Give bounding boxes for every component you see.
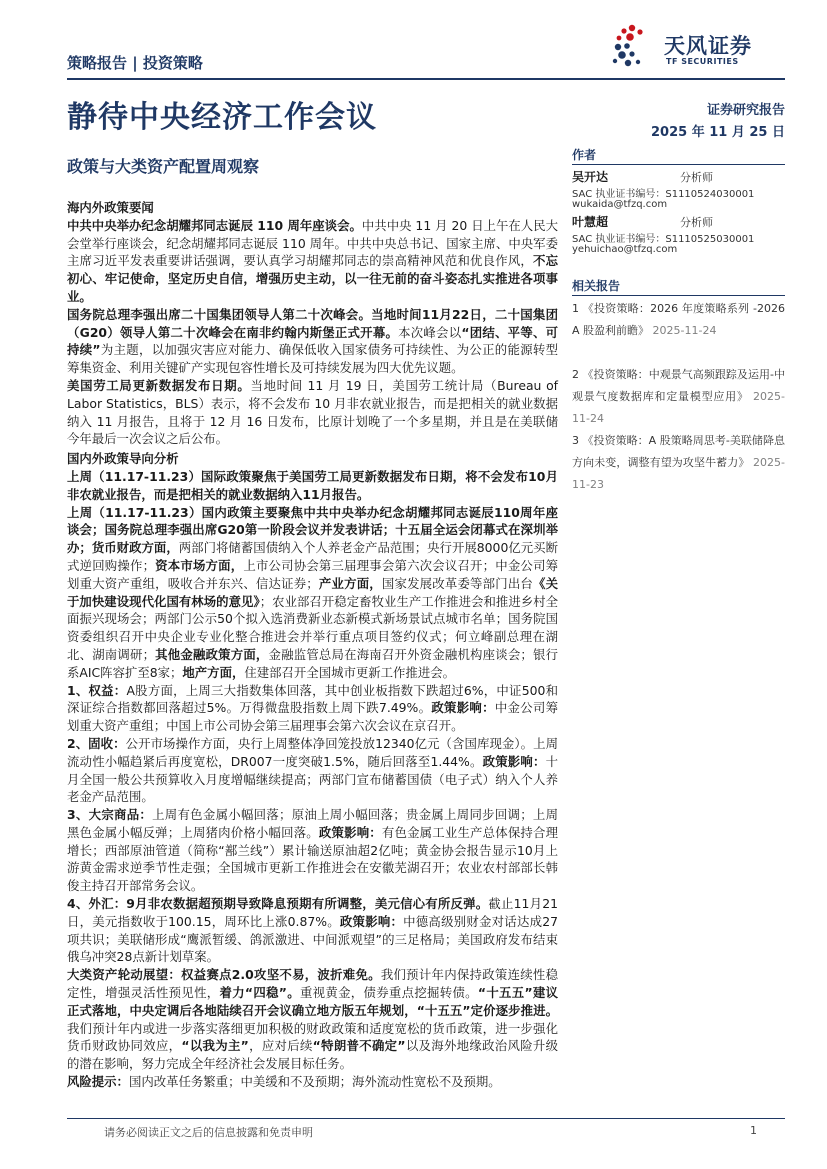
author-role: 分析师 bbox=[680, 171, 713, 184]
paragraph: 中共中央举办纪念胡耀邦同志诞辰 110 周年座谈会。中共中央 11 月 20 日上午在人民大会堂举行座谈会，纪念胡耀邦同志诞辰 110 周年。中共中央总书记、国家主席、中央军委主席习近平发表重要讲话强调，要认真学习胡耀邦同志的崇高精神风范和优良作风，不忘初心、牢记使命，坚定历史自信，增强历史主动，以一往无前的奋斗姿态扎实推进各项事业。 bbox=[67, 217, 559, 304]
paragraph: 大类资产轮动展望：权益赛点2.0攻坚不易，波折难免。我们预计年内保持政策连续性稳定性，增强灵活性预见性，着力“四稳”。重视黄金，债券重点挖掘转债。“十五五”建议正式落地，中央定调后各地陆续召开会议确立地方版五年规划，“十五五”定价逐步推进。我们预计年内或进一步落实落细更加积极的财政政策和适度宽松的货币政策，进一步强化货币财政协同效应，“以我为主”，应对后续“特朗普不确定”以及海外地缘政治风险升级的潜在影响，努力完成全年经济社会发展目标任务。 bbox=[67, 967, 559, 1072]
company-logo bbox=[610, 22, 790, 72]
related-report-date: 2025-11-24 bbox=[652, 324, 717, 337]
section-title: 海内外政策要闻 bbox=[67, 200, 154, 215]
paragraph: 美国劳工局更新数据发布日期。当地时间 11 月 19 日，美国劳工统计局（Bureau of Labor Statistics，BLS）表示，将不会发布 10 月非农就业报告，而是把相关的就业数据纳入 11 月报告，且将于 12 月 16 日发布，比原计划晚了一个多星期，并且是在美联储今年最后一次会议之后公布。 bbox=[67, 377, 559, 447]
logo-mark-icon bbox=[610, 22, 660, 72]
report-type: 证券研究报告 bbox=[706, 103, 785, 118]
related-report-item[interactable] bbox=[572, 298, 785, 342]
footer-divider bbox=[67, 1118, 785, 1119]
author-cert: SAC 执业证书编号：S1110524030001 bbox=[572, 189, 755, 200]
author-cert: SAC 执业证书编号：S1110525030001 bbox=[572, 234, 755, 245]
related-report-title: 2 《投资策略：中观景气高频跟踪及运用-中观景气度数据库和定量模型应用》 bbox=[572, 368, 785, 403]
authors-heading: 作者 bbox=[572, 148, 597, 162]
author-role: 分析师 bbox=[680, 216, 713, 229]
author-name: 吴开达 bbox=[572, 170, 609, 184]
paragraph: 上周（11.17-11.23）国际政策聚焦于美国劳工局更新数据发布日期，将不会发布10月非农就业报告，而是把相关的就业数据纳入11月报告。 bbox=[67, 468, 558, 502]
related-report-item[interactable] bbox=[572, 430, 785, 496]
related-report-title: 1 《投资策略：2026 年度策略系列 -2026 A 股盈利前瞻》 bbox=[572, 302, 785, 337]
related-report-date: 2025-11-23 bbox=[572, 456, 786, 491]
related-report-item[interactable] bbox=[572, 364, 785, 430]
paragraph: 1、权益：A股方面，上周三大指数集体回落，其中创业板指数下跌超过6%，中证500和深证综合指数都回落超过5%。万得微盘股指数上周下跌7.49%。政策影响：中金公司筹划重大资产重组；中国上市公司协会第三届理事会第六次会议在京召开。 bbox=[67, 682, 559, 734]
header-divider bbox=[67, 78, 785, 80]
report-subtitle: 政策与大类资产配置周观察 bbox=[67, 157, 260, 176]
related-divider bbox=[572, 295, 785, 296]
report-date: 2025 年 11 月 25 日 bbox=[651, 125, 785, 140]
section-title: 国内外政策导向分析 bbox=[67, 451, 179, 467]
paragraph: 2、固收：公开市场操作方面，央行上周整体净回笼投放12340亿元（含国库现金）。上周流动性小幅趋紧后再度宽松，DR007一度突破1.5%，随后回落至1.44%。政策影响：十月全国一般公共预算收入月度增幅继续提高；两部门宣布储蓄国债（电子式）纳入个人养老金产品范围。 bbox=[67, 735, 559, 805]
paragraph: 3、大宗商品：上周有色金属小幅回落；原油上周小幅回落；贵金属上周同步回调；上周黑色金属小幅反弹；上周猪肉价格小幅回落。政策影响：有色金属工业生产总体保持合理增长；西部原油管道（简称“鄯兰线”）累计输送原油超2亿吨；黄金协会报告显示10月上游黄金需求逆季节性走强；全国城市更新工作推进会在安徽芜湖召开；农业农村部部长韩俊主持召开部常务会议。 bbox=[67, 807, 559, 894]
paragraph: 国务院总理李强出席二十国集团领导人第二十次峰会。当地时间11月22日，二十国集团（G20）领导人第二十次峰会在南非约翰内斯堡正式开幕。本次峰会以“团结、平等、可持续”为主题，以加强灾害应对能力、确保低收入国家债务可持续性、为公正的能源转型筹集资金、利用关键矿产实现包容性增长及可持续发展为四大优先议题。 bbox=[67, 306, 558, 376]
author-email[interactable]: yehuichao@tfzq.com bbox=[572, 244, 678, 255]
main-content bbox=[67, 197, 558, 1091]
logo-text-cn: 天风证券 bbox=[664, 34, 752, 58]
paragraph: 4、外汇：9月非农数据超预期导致降息预期有所调整，美元信心有所反弹。截止11月21日，美元指数收于100.15，周环比上涨0.87%。政策影响：中德高级别财金对话达成27项共识；美联储形成“鹰派暂缓、鸽派激进、中间派观望”的三足格局；美国政府发布结束俄乌冲突28点新计划草案。 bbox=[67, 896, 559, 965]
page-number: 1 bbox=[750, 1124, 757, 1137]
related-report-title: 3 《投资策略：A 股策略周思考-美联储降息方向未变，调整有望为攻坚牛蓄力》 bbox=[572, 434, 785, 469]
author-email[interactable]: wukaida@tfzq.com bbox=[572, 199, 668, 210]
related-report-date: 2025-11-24 bbox=[572, 390, 785, 425]
report-category: 策略报告 | 投资策略 bbox=[67, 54, 203, 72]
risk-warning: 风险提示：国内改革任务繁重；中美缓和不及预期；海外流动性宽松不及预期。 bbox=[67, 1074, 501, 1090]
authors-divider bbox=[572, 164, 785, 165]
report-title: 静待中央经济工作会议 bbox=[67, 100, 377, 135]
footer-disclaimer[interactable]: 请务必阅读正文之后的信息披露和免责申明 bbox=[104, 1126, 313, 1139]
related-heading: 相关报告 bbox=[572, 279, 621, 293]
paragraph: 上周（11.17-11.23）国内政策主要聚焦中共中央举办纪念胡耀邦同志诞辰110周年座谈会；国务院总理李强出席G20第一阶段会议并发表讲话；十五届全运会闭幕式在深圳举办；货币财政方面，两部门将储蓄国债纳入个人养老金产品范围；央行开展8000亿元买断式逆回购操作；资本市场方面，上市公司协会第三届理事会第六次会议召开；中金公司筹划重大资产重组，吸收合并东兴、信达证券；产业方面，国家发展改革委等部门出台《关于加快建设现代化国有林场的意见》；农业部召开稳定畜牧业生产工作推进会和推进乡村全面振兴现场会；两部门公示50个拟入选消费新业态新模式新场景试点城市名单；国务院国资委组织召开中央企业专业化整合推进会并举行重点项目签约仪式；何立峰副总理在湖北、湖南调研；其他金融政策方面，金融监管总局在海南召开外资金融机构座谈会；银行系AIC阵容扩至8家；地产方面，住建部召开全国城市更新工作推进会。 bbox=[67, 504, 559, 680]
logo-text-en: TF SECURITIES bbox=[666, 57, 739, 66]
author-name: 叶慧超 bbox=[572, 215, 609, 229]
